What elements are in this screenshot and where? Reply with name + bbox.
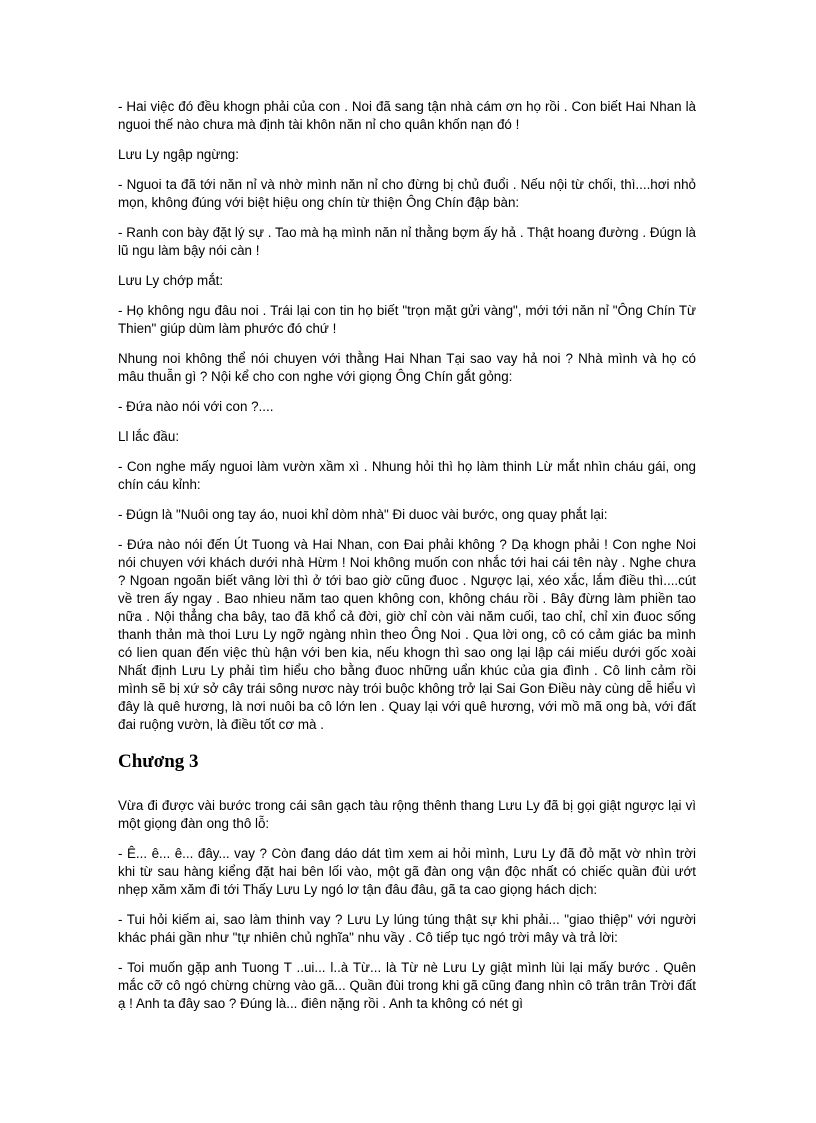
paragraph: Vừa đi được vài bước trong cái sân gạch tàu rộng thênh thang Lưu Ly đã bị gọi giật ngược lại vì một giọng đàn ong thô lỗ: xyxy=(118,798,696,831)
paragraph: - Ranh con bày đặt lý sự . Tao mà hạ mình năn nỉ thằng bợm ấy hả . Thật hoang đường . Đúgn là lũ ngu làm bậy nói càn ! xyxy=(118,225,696,258)
paragraph: Lưu Ly ngập ngừng: xyxy=(118,147,239,162)
chapter-title: Chương 3 xyxy=(118,751,199,772)
paragraph: - Toi muốn gặp anh Tuong T ..ui... l..à Từ... là Từ nè Lưu Ly giật mình lùi lại mấy bước . Quên mắc cỡ cô ngó chừng chừng vào gã... Quần đùi trong khi gã cũng đang nhìn cô trân trân Trời đất ạ ! Anh ta đây sao ? Đúng là... điên nặng rồi . Anh ta không có nét gì xyxy=(118,960,696,1011)
paragraph: - Con nghe mấy nguoi làm vườn xầm xì . Nhung hỏi thì họ làm thinh Lừ mắt nhìn cháu gái, ong chín cáu kỉnh: xyxy=(118,459,696,492)
paragraph: - Đứa nào nói với con ?.... xyxy=(118,399,274,414)
paragraph: Lưu Ly chớp mắt: xyxy=(118,273,224,288)
paragraph: - Hai việc đó đều khogn phải của con . Noi đã sang tận nhà cám ơn họ rồi . Con biết Hai Nhan là nguoi thế nào chưa mà định tài khôn năn nỉ cho quân khốn nạn đó ! xyxy=(118,99,696,132)
paragraph: - Tui hỏi kiếm ai, sao làm thinh vay ? Lưu Ly lúng túng thật sự khi phải... "giao thiệp" với người khác phái gần như "tự nhiên chủ nghĩa" nhu vầy . Cô tiếp tục ngó trời mây và trả lời: xyxy=(118,912,696,945)
paragraph: Ll lắc đầu: xyxy=(118,429,180,444)
paragraph: - Ê... ê... ê... đây... vay ? Còn đang dáo dát tìm xem ai hỏi mình, Lưu Ly đã đỏ mặt vờ nhìn trời khi từ sau hàng kiểng đặt hai bên lối vào, một gã đàn ong vận độc nhất có chiếc quần đùi ướt nhẹp xăm xăm đi tới Thấy Lưu Ly ngó lơ tận đâu đâu, gã ta cao giọng hách dịch: xyxy=(118,846,696,897)
paragraph: - Đúgn là "Nuôi ong tay áo, nuoi khỉ dòm nhà" Đi duoc vài bước, ong quay phắt lại: xyxy=(118,507,608,522)
paragraph: - Họ không ngu đâu noi . Trái lại con tin họ biết "trọn mặt gửi vàng", mới tới năn nỉ "Ông Chín Từ Thien" giúp dùm làm phước đó chứ ! xyxy=(118,303,696,336)
paragraph: Nhung noi không thể nói chuyen với thằng Hai Nhan Tại sao vay hả noi ? Nhà mình và họ có mâu thuẫn gì ? Nội kể cho con nghe với giọng Ông Chín gắt gỏng: xyxy=(118,351,696,384)
paragraph: - Đứa nào nói đến Út Tuong và Hai Nhan, con Đai phải không ? Dạ khogn phải ! Con nghe Noi nói chuyen với khách dưới nhà Hừm ! Noi không muốn con nhắc tới hai cái tên này . Nghe chưa ? Ngoan ngoãn biết vâng lời thì ở tới bao giờ cũng đuoc . Ngược lại, xéo xắc, lắm điều thì....cút về tren ấy ngay . Bao nhieu năm tao quen không con, không cháu rồi . Bây đừng làm phiền tao nữa . Nội thẳng cha bây, tao đã khổ cả đời, giờ chỉ còn vài năm cuối, tao chỉ, chỉ xin đuoc sống thanh thản mà thoi Lưu Ly ngỡ ngàng nhìn theo Ông Noi . Qua lời ong, cô có cảm giác ba mình có lien quan đến việc thù hận với ben kia, nếu khogn thì sao ong lại lập cái miếu dưới gốc xoài Nhất định Lưu Ly phải tìm hiểu cho bằng đuoc những uẩn khúc của gia đình . Cô linh cảm rồi mình sẽ bị xứ sở cây trái sông nươc này trói buộc không trở lại Sai Gon Điều này cùng dễ hiểu vì đây là quê hương, là nơi nuôi ba cô lớn len . Quay lại với quê hương, với mồ mã ong bà, với đất đai ruộng vườn, là điều tốt cơ mà . xyxy=(118,537,696,732)
paragraph: - Nguoi ta đã tới năn nỉ và nhờ mình năn nỉ cho đừng bị chủ đuổi . Nếu nội từ chối, thì....hơi nhỏ mọn, không đúng với biệt hiệu ong chín từ thiện Ông Chín đập bàn: xyxy=(118,177,696,210)
